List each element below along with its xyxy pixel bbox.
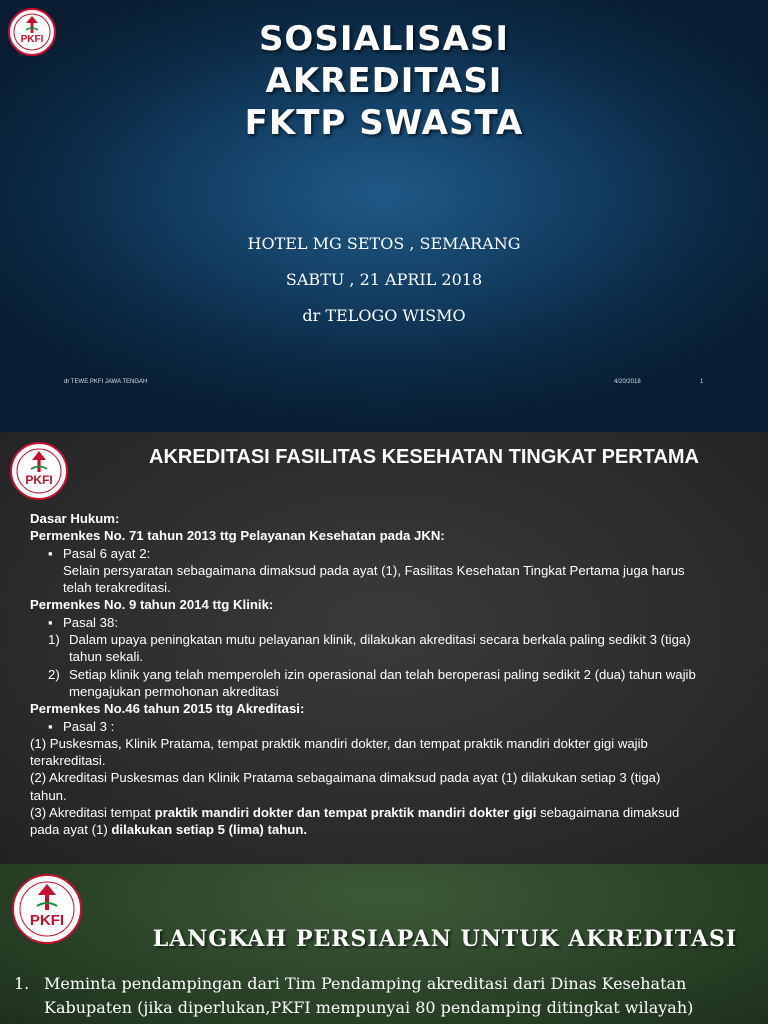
title-line-3: FKTP SWASTA [244,103,524,143]
dasar-hukum-label: Dasar Hukum: [30,511,120,526]
pasal-38-label: Pasal 38: [63,614,118,630]
slide-heading: LANGKAH PERSIAPAN UNTUK AKREDITASI [152,926,738,952]
pasal-6-item [30,545,750,562]
pasal-3-point-1-cont: terakreditasi. [30,753,106,769]
title-line-2: AKREDITASI [265,61,503,101]
footer-author: dr TEWE PKFI JAWA TENGAH [64,379,148,385]
slide-langkah-persiapan [0,864,768,1024]
page-number: 1 [700,379,704,385]
svg-text:PKFI: PKFI [20,34,44,45]
pasal-3-point-2: (2) Akreditasi Puskesmas dan Klinik Pratama sebagaimana dimaksud pada ayat (1) dilakukan setiap 3 (tiga) [30,770,661,786]
pasal-3-point-1: (1) Puskesmas, Klinik Pratama, tempat praktik mandiri dokter, dan tempat praktik mandiri dokter gigi wajib [30,735,648,751]
pasal-3-point-3-cont: pada ayat (1) dilakukan setiap 5 (lima) tahun. [30,822,308,838]
bullet-icon: ▪ [48,545,53,561]
speaker-text: dr TELOGO WISMO [302,306,466,325]
permenkes-9: Permenkes No. 9 tahun 2014 ttg Klinik: [30,597,274,613]
pasal-3-label: Pasal 3 : [63,718,115,734]
pasal-6-label: Pasal 6 ayat 2: [63,545,151,561]
pkfi-logo [12,874,82,949]
title-line-1: SOSIALISASI [258,19,510,59]
slide-title [0,0,768,432]
permenkes-71: Permenkes No. 71 tahun 2013 ttg Pelayanan Kesehatan pada JKN: [30,528,445,544]
pasal-3-point-3: (3) Akreditasi tempat praktik mandiri dokter dan tempat praktik mandiri dokter gigi sebagaimana dimaksud [30,805,680,821]
item-text: Meminta pendampingan dari Tim Pendamping akreditasi dari Dinas Kesehatan Kabupaten (jika diperlukan,PKFI mempunyai 80 pendamping ditingkat wilayah) [44,974,694,1017]
pkfi-logo [10,442,68,505]
permenkes-46: Permenkes No.46 tahun 2015 ttg Akreditasi: [30,701,305,717]
pasal-38-point-2-cont: mengajukan permohonan akreditasi [69,683,279,699]
slide-title-heading [0,18,768,144]
venue-text: HOTEL MG SETOS , SEMARANG [247,234,521,253]
bullet-icon: ▪ [48,718,53,734]
pasal-38-point-1-cont: tahun sekali. [69,649,144,665]
date-text: SABTU , 21 APRIL 2018 [285,270,483,289]
slide-body [30,510,750,839]
slide-heading: AKREDITASI FASILITAS KESEHATAN TINGKAT PERTAMA [149,446,699,468]
pasal-3-point-2-cont: tahun. [30,787,67,803]
item-number: 1. [14,974,30,993]
pasal-6-text-1: Selain persyaratan sebagaimana dimaksud pada ayat (1), Fasilitas Kesehatan Tingkat Pertama juga harus [63,562,685,578]
pasal-3-item [30,718,750,735]
svg-text:PKFI: PKFI [25,473,53,487]
pasal-38-point-2: 2) Setiap klinik yang telah memperoleh izin operasional dan telah beroperasi paling sedikit 2 (dua) tahun wajib [48,666,696,682]
footer-date: 4/20/2018 [614,379,641,385]
pasal-38-item [30,614,750,631]
slide-akreditasi-fktp [0,432,768,864]
pasal-38-point-1: 1) Dalam upaya peningkatan mutu pelayanan klinik, dilakukan akreditasi secara berkala paling sedikit 3 (tiga) [48,632,691,648]
list-item [14,972,754,1020]
svg-text:PKFI: PKFI [29,912,65,929]
bullet-icon: ▪ [48,614,53,630]
pasal-6-text-2: telah terakreditasi. [63,580,171,596]
